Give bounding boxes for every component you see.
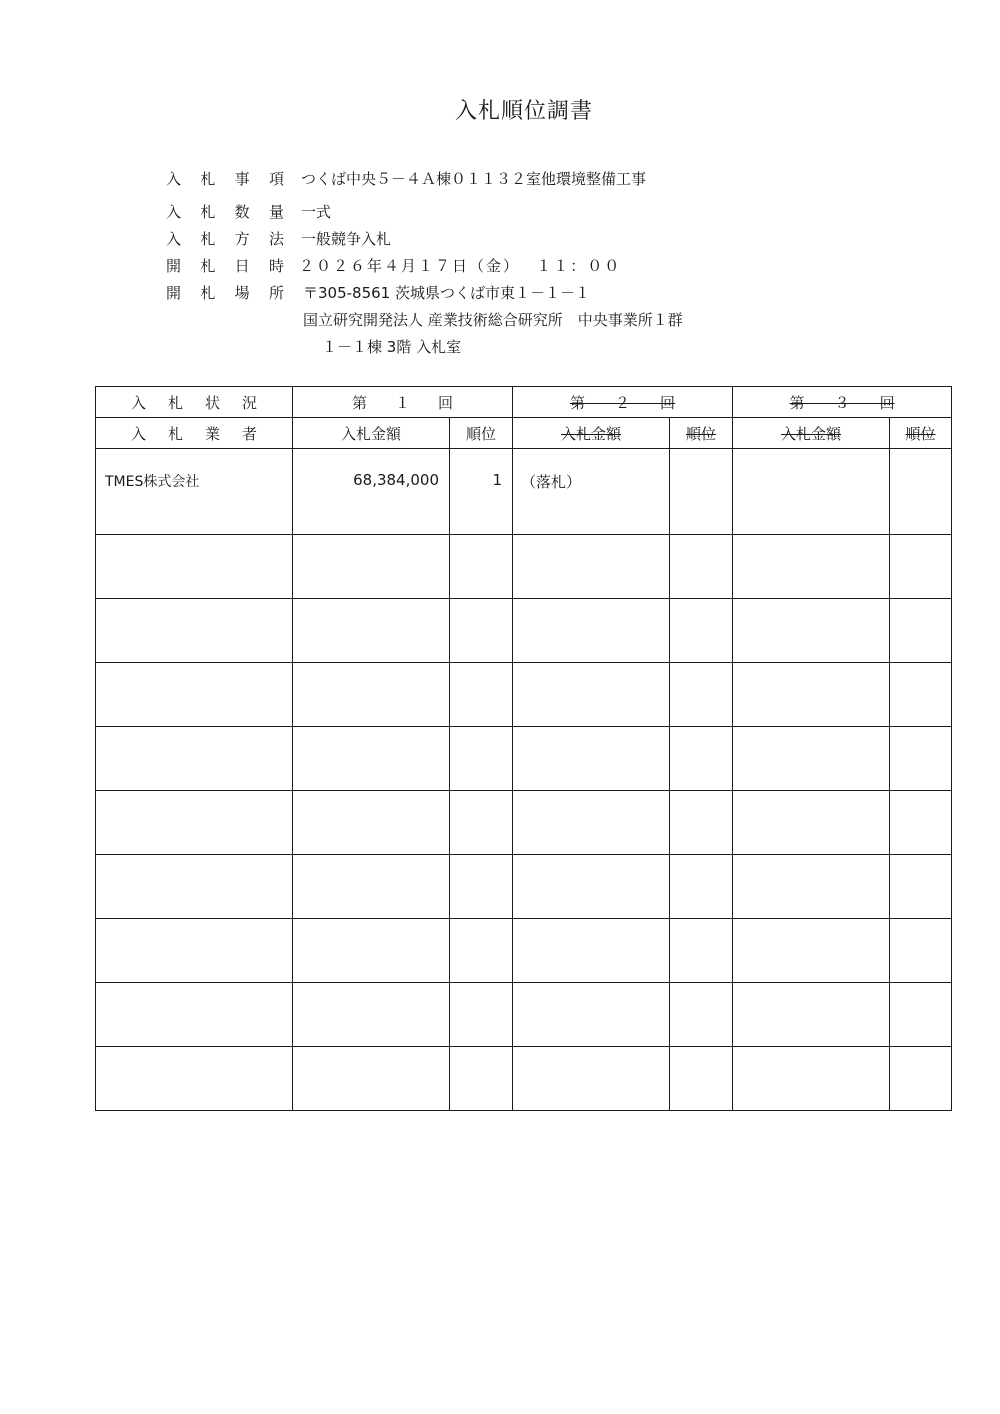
round3-rank	[890, 449, 952, 535]
header-char: ３	[834, 393, 850, 412]
round3-amount	[733, 535, 890, 599]
bid-item-value: つくば中央５－４Ａ棟０１１３２室他環境整備工事	[301, 170, 647, 188]
table-row	[96, 535, 952, 599]
bidder-name: TMES株式会社	[96, 449, 293, 535]
round1-rank	[450, 599, 513, 663]
round2-rank	[670, 855, 733, 919]
round3-rank	[890, 919, 952, 983]
round1-amount	[293, 1047, 450, 1111]
header-char: 回	[438, 393, 454, 412]
label-char: 札	[200, 203, 216, 221]
round3-amount	[733, 599, 890, 663]
label-char: 時	[268, 257, 284, 275]
round1-rank	[450, 1047, 513, 1111]
label-char: 方	[234, 230, 250, 248]
round1-amount	[293, 919, 450, 983]
header-char: 第	[351, 393, 367, 412]
bidder-name	[96, 791, 293, 855]
header-char: 札	[167, 393, 183, 412]
round2-rank	[670, 663, 733, 727]
table-row	[96, 983, 952, 1047]
table-row	[96, 855, 952, 919]
round1-amount	[293, 663, 450, 727]
round2-header-text	[570, 392, 675, 413]
round2-amount	[513, 599, 670, 663]
round2-rank	[670, 599, 733, 663]
round2-rank	[670, 919, 733, 983]
label-char: 日	[234, 257, 250, 275]
label-char: 札	[200, 284, 216, 302]
header-char: 者	[242, 424, 258, 443]
round2-amount	[513, 1047, 670, 1111]
round1-amount	[293, 983, 450, 1047]
header-char: １	[395, 393, 411, 412]
header-char: 札	[167, 424, 183, 443]
table-row	[96, 727, 952, 791]
round1-amount	[293, 599, 450, 663]
bid-quantity-label	[166, 201, 284, 222]
round3-rank	[890, 791, 952, 855]
header-char: 入	[130, 424, 146, 443]
header-char: 状	[205, 393, 221, 412]
round2-amount	[513, 791, 670, 855]
round3-rank	[890, 855, 952, 919]
round3-rank	[890, 983, 952, 1047]
round3-header	[733, 387, 952, 418]
label-char: 入	[166, 230, 182, 248]
label-char: 開	[166, 284, 182, 302]
header-char: ２	[615, 393, 631, 412]
round3-rank	[890, 1047, 952, 1111]
round1-rank	[450, 919, 513, 983]
round3-amount	[733, 727, 890, 791]
round1-amount: 68,384,000	[293, 449, 450, 535]
round2-amount	[513, 919, 670, 983]
round1-header	[293, 387, 513, 418]
label-char: 札	[200, 170, 216, 188]
round2-rank-header: 順位	[670, 418, 733, 449]
round2-amount: （落札）	[513, 449, 670, 535]
round2-amount	[513, 727, 670, 791]
round1-rank-header: 順位	[450, 418, 513, 449]
header-char: 況	[242, 393, 258, 412]
round2-rank	[670, 1047, 733, 1111]
label-char: 札	[200, 257, 216, 275]
header-char: 回	[879, 393, 895, 412]
table-row	[96, 1047, 952, 1111]
round3-amount	[733, 449, 890, 535]
bid-item-label	[166, 168, 284, 189]
round2-amount	[513, 535, 670, 599]
status-header	[96, 387, 293, 418]
bidder-name	[96, 535, 293, 599]
round3-header-text	[790, 392, 895, 413]
label-char: 入	[166, 203, 182, 221]
opening-place-label	[166, 282, 284, 303]
bidder-name	[96, 663, 293, 727]
round3-amount	[733, 791, 890, 855]
table-row	[96, 919, 952, 983]
label-char: 所	[268, 284, 284, 302]
label-char: 札	[200, 230, 216, 248]
bidder-name	[96, 727, 293, 791]
label-char: 開	[166, 257, 182, 275]
bidder-name	[96, 855, 293, 919]
bidder-name	[96, 919, 293, 983]
round2-amount	[513, 983, 670, 1047]
round2-amount	[513, 855, 670, 919]
round1-amount	[293, 855, 450, 919]
bid-ranking-table	[95, 386, 952, 1111]
label-char: 数	[234, 203, 250, 221]
round1-amount	[293, 727, 450, 791]
round1-rank	[450, 983, 513, 1047]
opening-place-value-line2: 国立研究開発法人 産業技術総合研究所 中央事業所１群	[303, 311, 683, 329]
label-char: 場	[234, 284, 250, 302]
round2-header	[513, 387, 733, 418]
table-row	[96, 791, 952, 855]
label-char: 量	[268, 203, 284, 221]
round2-rank	[670, 791, 733, 855]
label-char: 項	[268, 170, 284, 188]
label-char: 事	[234, 170, 250, 188]
round1-amount	[293, 535, 450, 599]
round1-amount	[293, 791, 450, 855]
round3-rank	[890, 599, 952, 663]
bidder-name	[96, 983, 293, 1047]
round1-rank	[450, 663, 513, 727]
round3-amount	[733, 919, 890, 983]
header-char: 回	[660, 393, 676, 412]
round3-amount	[733, 1047, 890, 1111]
round1-rank	[450, 535, 513, 599]
round3-rank	[890, 663, 952, 727]
round2-amount-header: 入札金額	[513, 418, 670, 449]
bid-quantity-value: 一式	[301, 203, 332, 221]
opening-place-value-line3: １－１棟 3階 入札室	[322, 338, 462, 356]
opening-place-value: 〒305-8561 茨城県つくば市東１－１－１	[303, 284, 590, 302]
round1-rank	[450, 791, 513, 855]
round1-amount-header: 入札金額	[293, 418, 450, 449]
page-title: 入札順位調書	[454, 99, 593, 124]
header-char: 第	[789, 393, 805, 412]
round2-rank	[670, 449, 733, 535]
round3-rank-header: 順位	[890, 418, 952, 449]
table-row	[96, 663, 952, 727]
bidder-name	[96, 599, 293, 663]
round1-rank: 1	[450, 449, 513, 535]
round3-rank	[890, 535, 952, 599]
header-row-status	[96, 387, 952, 418]
bid-method-label	[166, 228, 284, 249]
table-row	[96, 449, 952, 535]
label-char: 入	[166, 170, 182, 188]
round2-amount	[513, 663, 670, 727]
round1-rank	[450, 727, 513, 791]
header-char: 第	[569, 393, 585, 412]
round1-rank	[450, 855, 513, 919]
table-row	[96, 599, 952, 663]
round3-amount	[733, 663, 890, 727]
round3-amount	[733, 983, 890, 1047]
opening-datetime-label	[166, 255, 284, 276]
round2-rank	[670, 727, 733, 791]
bid-method-value: 一般競争入札	[301, 230, 392, 248]
bidder-name	[96, 1047, 293, 1111]
round3-amount	[733, 855, 890, 919]
label-char: 法	[268, 230, 284, 248]
opening-datetime-value: ２０２６年４月１７日（金） １１：００	[299, 257, 622, 275]
round2-rank	[670, 535, 733, 599]
round3-rank	[890, 727, 952, 791]
header-char: 業	[205, 424, 221, 443]
bidder-header	[96, 418, 293, 449]
header-row-columns	[96, 418, 952, 449]
round2-rank	[670, 983, 733, 1047]
round3-amount-header: 入札金額	[733, 418, 890, 449]
header-char: 入	[130, 393, 146, 412]
